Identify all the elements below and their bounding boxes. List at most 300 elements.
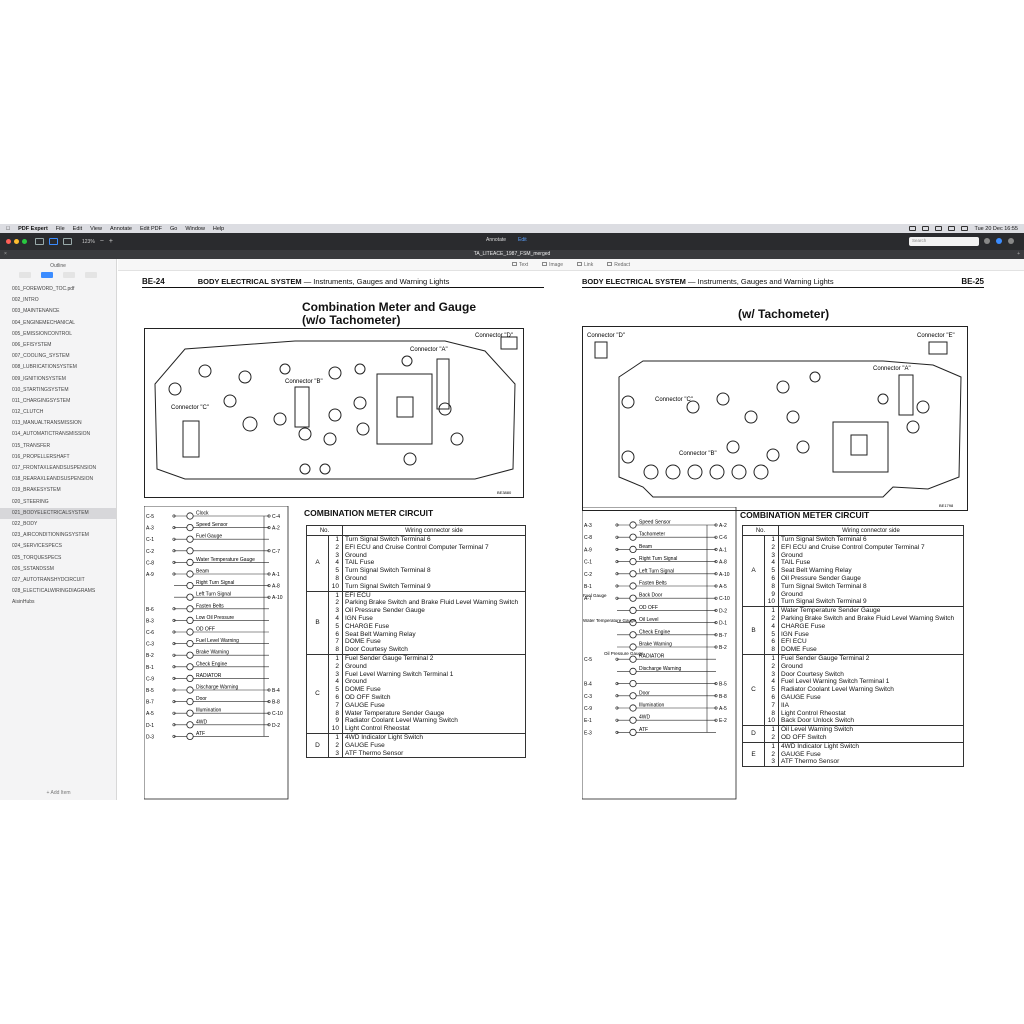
menu-edit-pdf[interactable]: Edit PDF xyxy=(135,225,158,232)
circuit-label: Back Door xyxy=(639,592,663,599)
outline-item[interactable]: 016_PROPELLERSHAFT xyxy=(12,453,70,460)
pin-label: C-6 xyxy=(146,630,155,636)
apple-icon[interactable] xyxy=(6,226,10,232)
wiring-diagram xyxy=(582,507,737,800)
circuit-label: Left Turn Signal xyxy=(639,568,675,575)
circuit-label: RADIATOR xyxy=(196,672,222,679)
lamp-symbol xyxy=(187,617,193,623)
pin-label: B-4 xyxy=(584,681,592,688)
page-view-icon[interactable] xyxy=(49,238,58,245)
lamp-symbol xyxy=(187,536,193,542)
outline-item[interactable]: 009_IGNITIONSYSTEM xyxy=(12,375,66,382)
terminal-description: Water Temperature Sender Gauge xyxy=(343,710,526,718)
outline-item[interactable]: 006_EFISYSTEM xyxy=(12,341,52,348)
pin-label: B-8 xyxy=(719,693,727,700)
lamp-symbol xyxy=(630,522,636,528)
terminal-description: DOME Fuse xyxy=(343,638,526,646)
outline-item[interactable]: 027_AUTOTRANSHYDCIRCUIT xyxy=(12,576,85,583)
connector-table xyxy=(306,525,526,758)
outline-item[interactable]: 003_MAINTENANCE xyxy=(12,308,60,315)
pin-label: A-5 xyxy=(719,706,727,712)
pin-label: A-10 xyxy=(272,595,283,602)
pin-label: A-7 xyxy=(584,596,592,603)
connector-letter: A xyxy=(743,536,765,607)
terminal-description: Door Courtesy Switch xyxy=(779,671,964,679)
pin-label: C-8 xyxy=(584,535,593,542)
more-icon[interactable] xyxy=(1008,238,1014,244)
circuit-label: Door xyxy=(639,690,650,697)
menu-file[interactable]: File xyxy=(51,225,61,232)
circuit-label: Check Engine xyxy=(196,661,228,668)
terminal-number: 8 xyxy=(329,646,343,654)
outline-item[interactable]: 015_TRANSFER xyxy=(12,442,51,449)
table-row xyxy=(743,552,964,560)
mounting-hole xyxy=(688,465,702,479)
outline-item[interactable]: AisinHubs xyxy=(12,599,35,606)
outline-item[interactable]: 028_ELECTICALWIRINGDIAGRAMS xyxy=(12,588,96,595)
outline-item[interactable]: 017_FRONTAXLEANDSUSPENSION xyxy=(12,465,97,471)
terminal-description: GAUGE Fuse xyxy=(343,702,526,710)
grid-view-icon[interactable] xyxy=(63,238,72,245)
outline-item[interactable]: 004_ENGINEMECHANICAL xyxy=(12,319,76,326)
pin-label: C-2 xyxy=(146,548,155,555)
minimize-window-button[interactable] xyxy=(14,239,19,244)
outline-item[interactable]: 026_SSTANDSSM xyxy=(12,565,54,572)
circuit-label: Discharge Warning xyxy=(196,684,239,691)
circuit-label: Water Temperature Gauge xyxy=(196,556,255,563)
thumbnails-tab-icon[interactable] xyxy=(19,272,31,278)
redact-tool-icon xyxy=(607,262,612,266)
image-tool[interactable]: Image xyxy=(542,262,563,268)
terminal-number: 4 xyxy=(329,678,343,686)
add-item-button[interactable]: + Add Item xyxy=(46,790,71,796)
table-row xyxy=(307,742,526,750)
pin-label: D-1 xyxy=(146,722,155,729)
terminal-number: 9 xyxy=(329,717,343,725)
terminal-number: 9 xyxy=(765,591,779,599)
mounting-hole xyxy=(810,372,820,382)
terminal-number: 8 xyxy=(329,710,343,718)
outline-item[interactable]: 020_STEERING xyxy=(12,498,49,505)
terminal-description: Ground xyxy=(343,663,526,671)
document-viewer[interactable] xyxy=(118,271,1024,800)
pin-label: C-10 xyxy=(272,711,283,718)
terminal-description: GAUGE Fuse xyxy=(779,694,964,702)
table-row xyxy=(307,591,526,599)
mounting-hole xyxy=(732,465,746,479)
circuit-label: Fasten Belts xyxy=(196,603,224,610)
lamp-symbol xyxy=(630,656,636,662)
terminal-number: 10 xyxy=(765,717,779,725)
outline-item[interactable]: 001_FOREWORD_TOC.pdf xyxy=(12,286,75,292)
table-row xyxy=(743,726,964,734)
terminal-description: Back Door Unlock Switch xyxy=(779,717,964,725)
text-tool[interactable]: Text xyxy=(512,262,528,268)
table-row xyxy=(743,615,964,623)
circuit-label: ATF xyxy=(196,730,206,737)
outline-item[interactable]: 010_STARTINGSYSTEM xyxy=(12,386,69,393)
pin-label: C-3 xyxy=(146,641,155,648)
mode-tabs xyxy=(486,237,527,243)
terminal-description: Light Control Rheostat xyxy=(779,710,964,718)
mounting-hole xyxy=(169,383,181,395)
terminal-number: 2 xyxy=(329,599,343,607)
meter-diagram xyxy=(144,328,524,498)
menu-edit[interactable]: Edit xyxy=(68,225,79,232)
table-row xyxy=(307,733,526,741)
circuit-label: Illumination xyxy=(196,707,222,714)
window-toolbar xyxy=(0,233,1024,250)
terminal-description: TAIL Fuse xyxy=(779,559,964,567)
table-row xyxy=(307,559,526,567)
mounting-hole xyxy=(357,423,369,435)
terminal-number: 2 xyxy=(329,742,343,750)
terminal-description: Radiator Coolant Level Warning Switch xyxy=(343,717,526,725)
outline-item[interactable]: 019_BRAKESYSTEM xyxy=(12,487,61,494)
terminal-number: 8 xyxy=(765,646,779,654)
lamp-symbol xyxy=(630,583,636,589)
circuit-label: Low Oil Pressure xyxy=(196,614,235,621)
table-row xyxy=(743,591,964,599)
table-row xyxy=(743,536,964,544)
terminal-description: Ground xyxy=(343,575,526,583)
wiring-diagram xyxy=(144,506,289,800)
subsection-title: — Instruments, Gauges and Warning Lights xyxy=(688,277,834,286)
meter-drawing xyxy=(583,327,967,510)
table-row xyxy=(743,598,964,606)
table-row xyxy=(307,654,526,662)
table-row xyxy=(743,646,964,654)
link-tool-icon xyxy=(577,262,582,266)
mounting-hole xyxy=(710,465,724,479)
connector-letter: D xyxy=(307,733,329,757)
terminal-number: 8 xyxy=(329,575,343,583)
pin-label: C-4 xyxy=(272,514,281,520)
terminal-description: Water Temperature Sender Gauge xyxy=(779,607,964,615)
terminal-number: 10 xyxy=(329,583,343,591)
outline-item[interactable]: 002_INTRO xyxy=(12,297,39,304)
connector-d-label: Connector "D" xyxy=(587,333,625,339)
table-row xyxy=(307,567,526,575)
table-row xyxy=(743,710,964,718)
pin-label: C-1 xyxy=(146,537,155,544)
table-row xyxy=(307,583,526,591)
outline-item[interactable]: 022_BODY xyxy=(12,520,38,527)
circuit-label: Fasten Belts xyxy=(639,580,667,587)
link-tool[interactable]: Link xyxy=(577,262,593,268)
zoom-level[interactable]: 123% xyxy=(82,238,95,245)
wifi-icon[interactable] xyxy=(935,226,942,231)
terminal-number: 2 xyxy=(329,663,343,671)
gauge-side-label: Fuel Gauge xyxy=(583,593,607,598)
terminal-description: Parking Brake Switch and Brake Fluid Level Warning Switch xyxy=(779,615,964,623)
terminal-description: Turn Signal Switch Terminal 6 xyxy=(343,536,526,544)
pin-label: D-3 xyxy=(146,734,155,741)
lamp-symbol xyxy=(187,629,193,635)
pin-label: A-1 xyxy=(719,547,727,554)
mounting-hole xyxy=(324,433,336,445)
table-row xyxy=(307,717,526,725)
lamp-symbol xyxy=(187,594,193,600)
menu-help[interactable]: Help xyxy=(208,225,221,232)
mounting-hole xyxy=(777,381,789,393)
table-row xyxy=(307,694,526,702)
zoom-out-icon[interactable]: − xyxy=(99,238,104,245)
lamp-symbol xyxy=(187,698,193,704)
terminal-description: Ground xyxy=(779,591,964,599)
pin-label: A-8 xyxy=(719,559,727,566)
terminal-description: Fuel Level Warning Switch Terminal 1 xyxy=(343,671,526,679)
circuit-label: Brake Warning xyxy=(639,641,672,648)
terminal-number: 3 xyxy=(329,552,343,560)
terminal-number: 5 xyxy=(329,623,343,631)
zoom-window-button[interactable] xyxy=(22,239,27,244)
outline-item[interactable]: 024_SERVICESPECS xyxy=(12,543,62,550)
terminal-description: Turn Signal Switch Terminal 9 xyxy=(779,598,964,606)
lamp-symbol xyxy=(187,710,193,716)
mounting-hole xyxy=(717,393,729,405)
gauge-side-label: Water Temperature Gauge xyxy=(583,618,637,623)
image-tool-icon xyxy=(542,262,547,266)
circuit-label: Tachometer xyxy=(639,531,666,538)
pin-label: B-7 xyxy=(146,699,154,706)
terminal-description: Turn Signal Switch Terminal 6 xyxy=(779,536,964,544)
status-icon[interactable] xyxy=(909,226,916,231)
bookmarks-tab-icon[interactable] xyxy=(85,272,97,278)
terminal-number: 6 xyxy=(329,631,343,639)
outline-item[interactable]: 005_EMISSIONCONTROL xyxy=(12,330,73,337)
circuit-label: Oil Level xyxy=(639,617,659,624)
circuit-label: Right Turn Signal xyxy=(639,556,678,563)
search-icon[interactable] xyxy=(948,226,955,231)
outline-item[interactable]: 008_LUBRICATIONSYSTEM xyxy=(12,364,77,371)
terminal-number: 1 xyxy=(765,654,779,662)
subsection-title: — Instruments, Gauges and Warning Lights xyxy=(303,277,450,286)
lamp-symbol xyxy=(630,534,636,540)
pin-label: A-3 xyxy=(584,523,592,529)
document-tab[interactable] xyxy=(0,250,1024,259)
terminal-description: Radiator Coolant Level Warning Switch xyxy=(779,686,964,694)
table-row xyxy=(743,559,964,567)
new-tab-icon[interactable]: + xyxy=(1017,251,1020,257)
pin-label: A-9 xyxy=(146,572,154,578)
close-window-button[interactable] xyxy=(6,239,11,244)
outline-item[interactable]: 018_REARAXLEANDSUSPENSION xyxy=(12,476,94,483)
pin-label: B-1 xyxy=(146,664,154,671)
lamp-symbol xyxy=(187,524,193,530)
table-row xyxy=(743,544,964,552)
share-icon[interactable] xyxy=(984,238,990,244)
terminal-number: 1 xyxy=(765,742,779,750)
outline-item[interactable]: 014_AUTOMATICTRANSMISSION xyxy=(12,431,91,438)
mounting-hole xyxy=(878,394,888,404)
terminal-description: IGN Fuse xyxy=(343,615,526,623)
table-row xyxy=(743,758,964,766)
terminal-number: 6 xyxy=(329,694,343,702)
pin-label: A-2 xyxy=(272,525,280,532)
terminal-description: GAUGE Fuse xyxy=(779,751,964,759)
lamp-symbol xyxy=(187,571,193,577)
terminal-description: Fuel Level Warning Switch Terminal 1 xyxy=(779,678,964,686)
outline-item[interactable]: 012_CLUTCH xyxy=(12,409,44,416)
terminal-number: 7 xyxy=(329,638,343,646)
page-header xyxy=(142,276,544,288)
lamp-symbol xyxy=(187,582,193,588)
page-number: BE-24 xyxy=(142,277,165,286)
outline-item[interactable]: 013_MANUALTRANSMISSION xyxy=(12,420,82,427)
lamp-symbol xyxy=(630,705,636,711)
table-row xyxy=(743,751,964,759)
terminal-number: 3 xyxy=(329,671,343,679)
pin-label: A-10 xyxy=(719,571,730,578)
section-title: BODY ELECTRICAL SYSTEM xyxy=(582,277,686,286)
terminal-description: CHARGE Fuse xyxy=(779,623,964,631)
terminal-description: Turn Signal Switch Terminal 8 xyxy=(343,567,526,575)
mounting-hole xyxy=(224,395,236,407)
lamp-symbol xyxy=(630,717,636,723)
control-center-icon[interactable] xyxy=(961,226,968,231)
pin-label: D-2 xyxy=(719,608,728,615)
terminal-number: 2 xyxy=(765,751,779,759)
search-input[interactable]: Search xyxy=(909,237,979,246)
page-number: BE-25 xyxy=(961,277,984,286)
lamp-symbol xyxy=(187,687,193,693)
terminal-description: Oil Level Warning Switch xyxy=(779,726,964,734)
menu-view[interactable]: View xyxy=(86,225,98,232)
page-header xyxy=(582,276,984,288)
page-be-25 xyxy=(578,271,988,800)
lamp-symbol xyxy=(630,607,636,613)
terminal-number: 3 xyxy=(765,552,779,560)
app-name-menu[interactable]: PDF Expert xyxy=(14,225,44,232)
terminal-number: 5 xyxy=(329,686,343,694)
outline-item[interactable]: 007_COOLING_SYSTEM xyxy=(12,353,70,360)
menu-go[interactable]: Go xyxy=(165,225,174,232)
outline-item[interactable]: 023_AIRCONDITIONINGSYSTEM xyxy=(12,532,89,539)
circuit-label: 4WD xyxy=(639,714,651,721)
close-tab-icon[interactable]: × xyxy=(4,251,7,257)
table-row xyxy=(743,678,964,686)
menu-annotate[interactable]: Annotate xyxy=(105,225,128,232)
table-row xyxy=(743,631,964,639)
terminal-description: IIA xyxy=(779,702,964,710)
terminal-description: Oil Pressure Sender Gauge xyxy=(779,575,964,583)
connector-a-label: Connector "A" xyxy=(410,347,448,353)
circuit-label: OD OFF xyxy=(639,604,658,611)
outline-tab-icon[interactable] xyxy=(41,272,53,278)
circuit-title: COMBINATION METER CIRCUIT xyxy=(304,508,434,518)
lamp-symbol xyxy=(630,546,636,552)
mounting-hole xyxy=(402,356,412,366)
page-be-24 xyxy=(138,271,548,800)
account-icon[interactable] xyxy=(996,238,1002,244)
mounting-hole xyxy=(622,451,634,463)
terminal-number: 3 xyxy=(329,750,343,758)
terminal-description: Fuel Sender Gauge Terminal 2 xyxy=(343,654,526,662)
page-title: Combination Meter and Gauge (w/o Tachometer) xyxy=(302,300,477,327)
table-row xyxy=(307,663,526,671)
mounting-hole xyxy=(767,449,779,461)
lamp-symbol xyxy=(187,664,193,670)
mounting-hole xyxy=(727,441,739,453)
table-row xyxy=(307,702,526,710)
table-header-no: No. xyxy=(307,526,343,536)
annotations-tab-icon[interactable] xyxy=(63,272,75,278)
table-row xyxy=(307,671,526,679)
circuit-label: Left Turn Signal xyxy=(196,591,232,598)
outline-item[interactable]: 011_CHARGINGSYSTEM xyxy=(12,397,71,404)
terminal-number: 10 xyxy=(329,725,343,733)
edit-tab[interactable]: Edit xyxy=(518,237,527,243)
terminal-number: 2 xyxy=(765,544,779,552)
terminal-description: OD OFF Switch xyxy=(343,694,526,702)
circuit-label: RADIATOR xyxy=(639,653,665,660)
pin-label: E-3 xyxy=(584,730,592,737)
table-row xyxy=(307,725,526,733)
table-row xyxy=(307,678,526,686)
terminal-number: 7 xyxy=(765,702,779,710)
outline-list xyxy=(0,284,116,608)
pin-label: A-5 xyxy=(719,584,727,590)
battery-icon[interactable] xyxy=(922,226,929,231)
lamp-symbol xyxy=(187,733,193,739)
terminal-number: 6 xyxy=(765,638,779,646)
mounting-hole xyxy=(787,411,799,423)
lamp-symbol xyxy=(187,722,193,728)
table-row xyxy=(743,742,964,750)
pin-label: C-6 xyxy=(719,535,728,542)
menubar-clock[interactable]: Tue 20 Dec 16:55 xyxy=(974,225,1018,232)
terminal-number: 1 xyxy=(765,536,779,544)
table-row xyxy=(743,607,964,615)
outline-sidebar xyxy=(0,259,117,800)
menu-window[interactable]: Window xyxy=(181,225,201,232)
mounting-hole xyxy=(666,465,680,479)
table-row xyxy=(307,686,526,694)
annotate-tab[interactable]: Annotate xyxy=(486,237,507,243)
terminal-number: 5 xyxy=(765,631,779,639)
mounting-hole xyxy=(907,421,919,433)
mounting-hole xyxy=(451,433,463,445)
outline-item[interactable]: 021_BODYELECTRICALSYSTEM xyxy=(0,508,116,519)
sidebar-toggle-icon[interactable] xyxy=(35,238,44,245)
mounting-hole xyxy=(299,428,311,440)
outline-item[interactable]: 025_TORQUESPECS xyxy=(12,554,62,561)
terminal-number: 5 xyxy=(765,567,779,575)
connector-letter: D xyxy=(743,726,765,743)
mounting-hole xyxy=(329,409,341,421)
terminal-description: Parking Brake Switch and Brake Fluid Level Warning Switch xyxy=(343,599,526,607)
table-row xyxy=(307,599,526,607)
table-row xyxy=(743,717,964,725)
terminal-number: 1 xyxy=(765,726,779,734)
circuit-label: Beam xyxy=(639,543,653,550)
table-row xyxy=(743,575,964,583)
terminal-description: GAUGE Fuse xyxy=(343,742,526,750)
terminal-description: EFI ECU and Cruise Control Computer Terminal 7 xyxy=(343,544,526,552)
pin-label: B-7 xyxy=(719,632,727,639)
terminal-description: DOME Fuse xyxy=(343,686,526,694)
table-row xyxy=(307,536,526,544)
zoom-in-icon[interactable]: + xyxy=(108,238,113,245)
mounting-hole xyxy=(404,453,416,465)
connector-e-label: Connector "E" xyxy=(917,333,955,339)
meter-drawing xyxy=(145,329,523,497)
circuit-label: Brake Warning xyxy=(196,649,229,656)
mounting-hole xyxy=(644,465,658,479)
redact-tool[interactable]: Redact xyxy=(607,262,630,268)
lamp-symbol xyxy=(630,668,636,674)
